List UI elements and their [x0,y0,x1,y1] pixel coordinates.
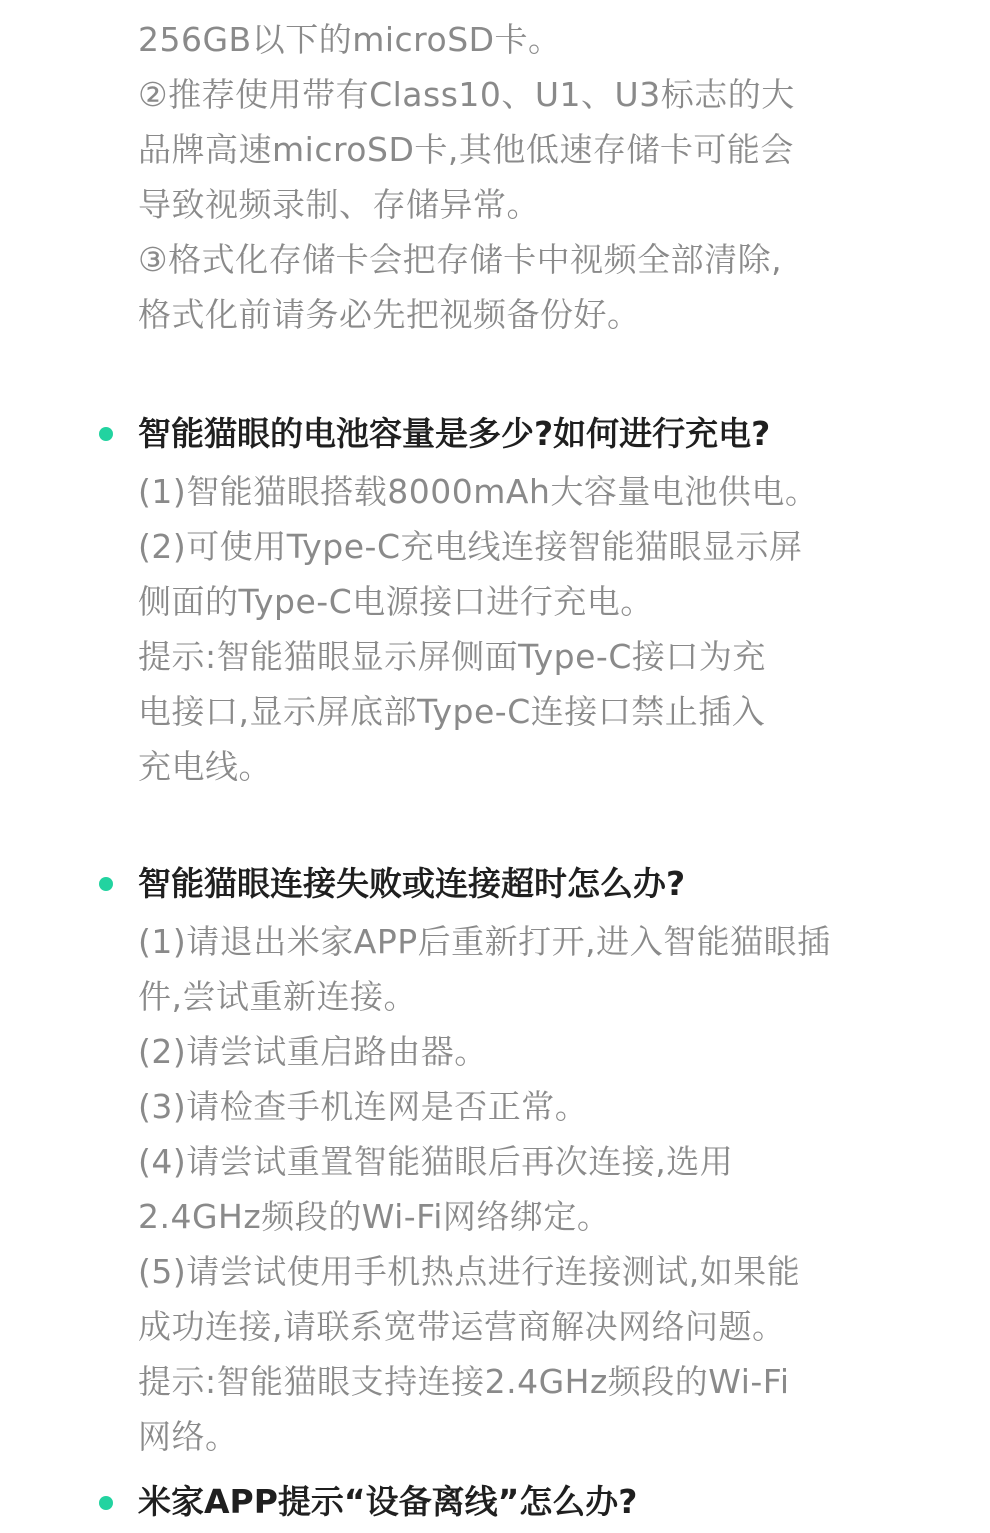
answer-line: 充电线。 [138,747,272,786]
bullet-dot [99,877,113,891]
question-heading: 智能猫眼连接失败或连接超时怎么办? [138,864,686,903]
answer-line: ②推荐使用带有Class10、U1、U3标志的大 [138,75,795,114]
answer-line: 提示:智能猫眼显示屏侧面Type-C接口为充 [138,637,766,676]
question-heading: 米家APP提示“设备离线”怎么办? [138,1482,638,1521]
answer-line: (1)请退出米家APP后重新打开,进入智能猫眼插 [138,922,831,961]
answer-line: (3)请检查手机连网是否正常。 [138,1087,589,1126]
answer-line: 成功连接,请联系宽带运营商解决网络问题。 [138,1307,786,1346]
answer-line: (5)请尝试使用手机热点进行连接测试,如果能 [138,1252,801,1291]
answer-line: 侧面的Type-C电源接口进行充电。 [138,582,654,621]
answer-line: 件,尝试重新连接。 [138,977,417,1016]
answer-line: 网络。 [138,1417,239,1456]
bullet-dot [99,1496,113,1510]
answer-line: (2)可使用Type-C充电线连接智能猫眼显示屏 [138,527,803,566]
answer-line: 2.4GHz频段的Wi-Fi网络绑定。 [138,1197,611,1236]
question-heading: 智能猫眼的电池容量是多少?如何进行充电? [138,414,771,453]
answer-line: 导致视频录制、存储异常。 [138,185,540,224]
answer-line: 提示:智能猫眼支持连接2.4GHz频段的Wi-Fi [138,1362,790,1401]
answer-line: 电接口,显示屏底部Type-C连接口禁止插入 [138,692,766,731]
answer-line: 256GB以下的microSD卡。 [138,20,562,59]
answer-line: (1)智能猫眼搭载8000mAh大容量电池供电。 [138,472,819,511]
answer-line: (2)请尝试重启路由器。 [138,1032,488,1071]
answer-line: 品牌高速microSD卡,其他低速存储卡可能会 [138,130,794,169]
bullet-dot [99,427,113,441]
answer-line: ③格式化存储卡会把存储卡中视频全部清除, [138,240,783,279]
answer-line: (4)请尝试重置智能猫眼后再次连接,选用 [138,1142,734,1181]
answer-line: 格式化前请务必先把视频备份好。 [138,295,641,334]
